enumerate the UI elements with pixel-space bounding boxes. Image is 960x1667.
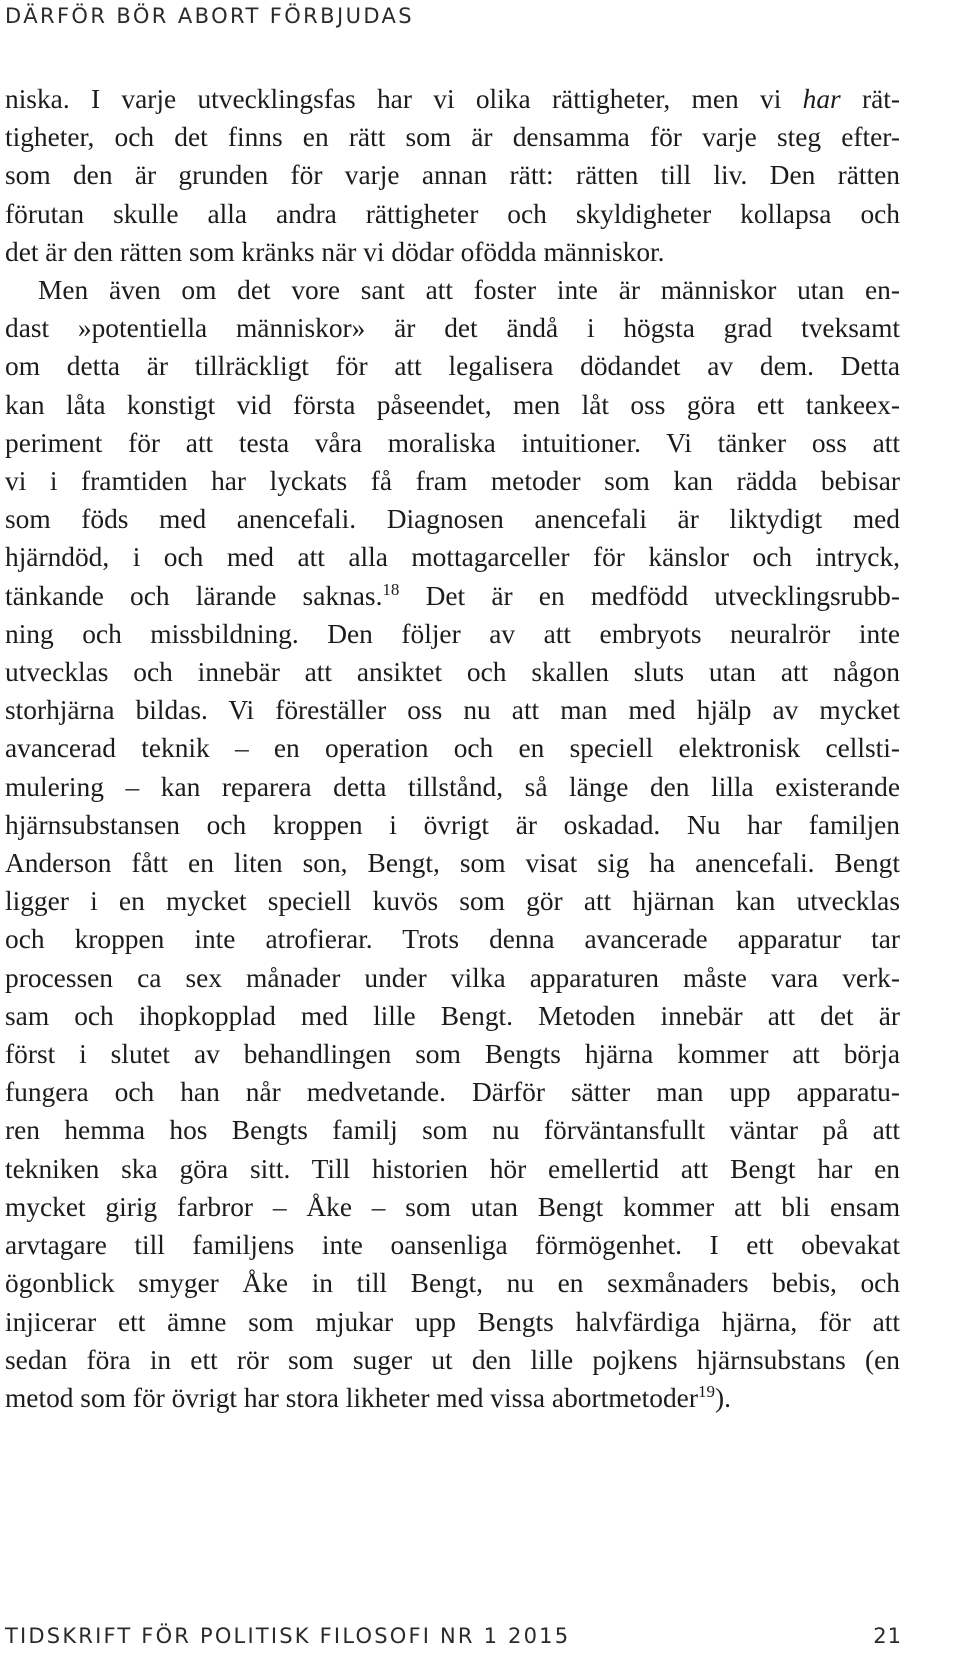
text-line-35: metod som för övrigt har stora likheter med vissa abortmetoder$^{19}$).	[5, 1381, 731, 1413]
text-line-12: som föds med anencefali. Diagnosen anencefali är liktydigt med	[5, 504, 900, 535]
text-line-29: tekniken ska göra sitt. Till historien hör emellertid att Bengt har en	[5, 1153, 900, 1184]
footnote-ref-18[interactable]: 18	[382, 579, 400, 599]
text-line-20: hjärnsubstansen och kroppen i övrigt är oskadad. Nu har familjen	[5, 809, 900, 840]
text-line-30: mycket girig farbror – Åke – som utan Bengt kommer att bli ensam	[5, 1191, 900, 1222]
text-line-33: injicerar ett ämne som mjukar upp Bengts halvfärdiga hjärna, för att	[5, 1306, 900, 1337]
footnote-ref-19[interactable]: 19	[697, 1381, 715, 1401]
text-line-4: förutan skulle alla andra rättigheter och skyldigheter kollapsa och	[5, 198, 900, 229]
text-line-10: periment för att testa våra moraliska intuitioner. Vi tänker oss att	[5, 427, 900, 458]
emphasis-har: har	[802, 84, 841, 114]
text-line-7: dast »potentiella människor» är det ändå i högsta grad tveksamt	[5, 313, 900, 344]
text-line-14: tänkande och lärande saknas.$^{18}$ Det är en medfödd utvecklingsrubb-	[5, 579, 900, 611]
text-line-24: processen ca sex månader under vilka apparaturen måste vara verk-	[5, 962, 900, 993]
text-line-26: först i slutet av behandlingen som Bengts hjärna kommer att börja	[5, 1039, 900, 1070]
text-line-1: niska. I varje utvecklingsfas har vi olika rättigheter, men vi har rät-	[5, 84, 901, 114]
text-line-19: mulering – kan reparera detta tillstånd, så länge den lilla existerande	[5, 771, 900, 802]
text-line-23: och kroppen inte atrofierar. Trots denna avancerade apparatur tar	[5, 924, 900, 955]
text-line-9: kan låta konstigt vid första påseendet, men låt oss göra ett tankeex-	[5, 389, 900, 420]
text-line-3: som den är grunden för varje annan rätt: rätten till liv. Den rätten	[5, 160, 900, 191]
text-line-11: vi i framtiden har lyckats få fram metoder som kan rädda bebisar	[5, 466, 900, 497]
text-line-31: arvtagare till familjens inte oansenliga förmögenhet. I ett obevakat	[5, 1230, 900, 1261]
text-line-21: Anderson fått en liten son, Bengt, som visat sig ha anencefali. Bengt	[5, 848, 900, 879]
text-line-17: storhjärna bildas. Vi föreställer oss nu att man med hjälp av mycket	[5, 695, 900, 726]
text-line-15: ning och missbildning. Den följer av att embryots neuralrör inte	[5, 618, 900, 649]
journal-footer: TIDSKRIFT FÖR POLITISK FILOSOFI NR 1 2015	[5, 1624, 571, 1648]
text-line-8: om detta är tillräckligt för att legalisera dödandet av dem. Detta	[5, 351, 900, 382]
text-line-28: ren hemma hos Bengts familj som nu förväntansfullt väntar på att	[5, 1115, 900, 1146]
body-text	[5, 80, 900, 1417]
text-line-18: avancerad teknik – en operation och en speciell elektronisk cellsti-	[5, 733, 900, 764]
text-line-2: tigheter, och det finns en rätt som är densamma för varje steg efter-	[5, 122, 900, 153]
text-line-25: sam och ihopkopplad med lille Bengt. Metoden innebär att det är	[5, 1000, 900, 1031]
text-line-32: ögonblick smyger Åke in till Bengt, nu en sexmånaders bebis, och	[5, 1268, 900, 1299]
text-line-34: sedan föra in ett rör som suger ut den lille pojkens hjärnsubstans (en	[5, 1344, 900, 1375]
text-line-6: Men även om det vore sant att foster inte är människor utan en-	[38, 275, 900, 306]
text-line-22: ligger i en mycket speciell kuvös som gör att hjärnan kan utvecklas	[5, 886, 900, 917]
text-line-27: fungera och han når medvetande. Därför sätter man upp apparatu-	[5, 1077, 900, 1108]
text-line-5: det är den rätten som kränks när vi dödar ofödda människor.	[5, 236, 665, 267]
running-head: DÄRFÖR BÖR ABORT FÖRBJUDAS	[5, 4, 415, 28]
text-line-13: hjärndöd, i och med att alla mottagarceller för känslor och intryck,	[5, 542, 900, 573]
page-number: 21	[873, 1624, 902, 1648]
text-line-16: utvecklas och innebär att ansiktet och skallen sluts utan att någon	[5, 657, 900, 688]
